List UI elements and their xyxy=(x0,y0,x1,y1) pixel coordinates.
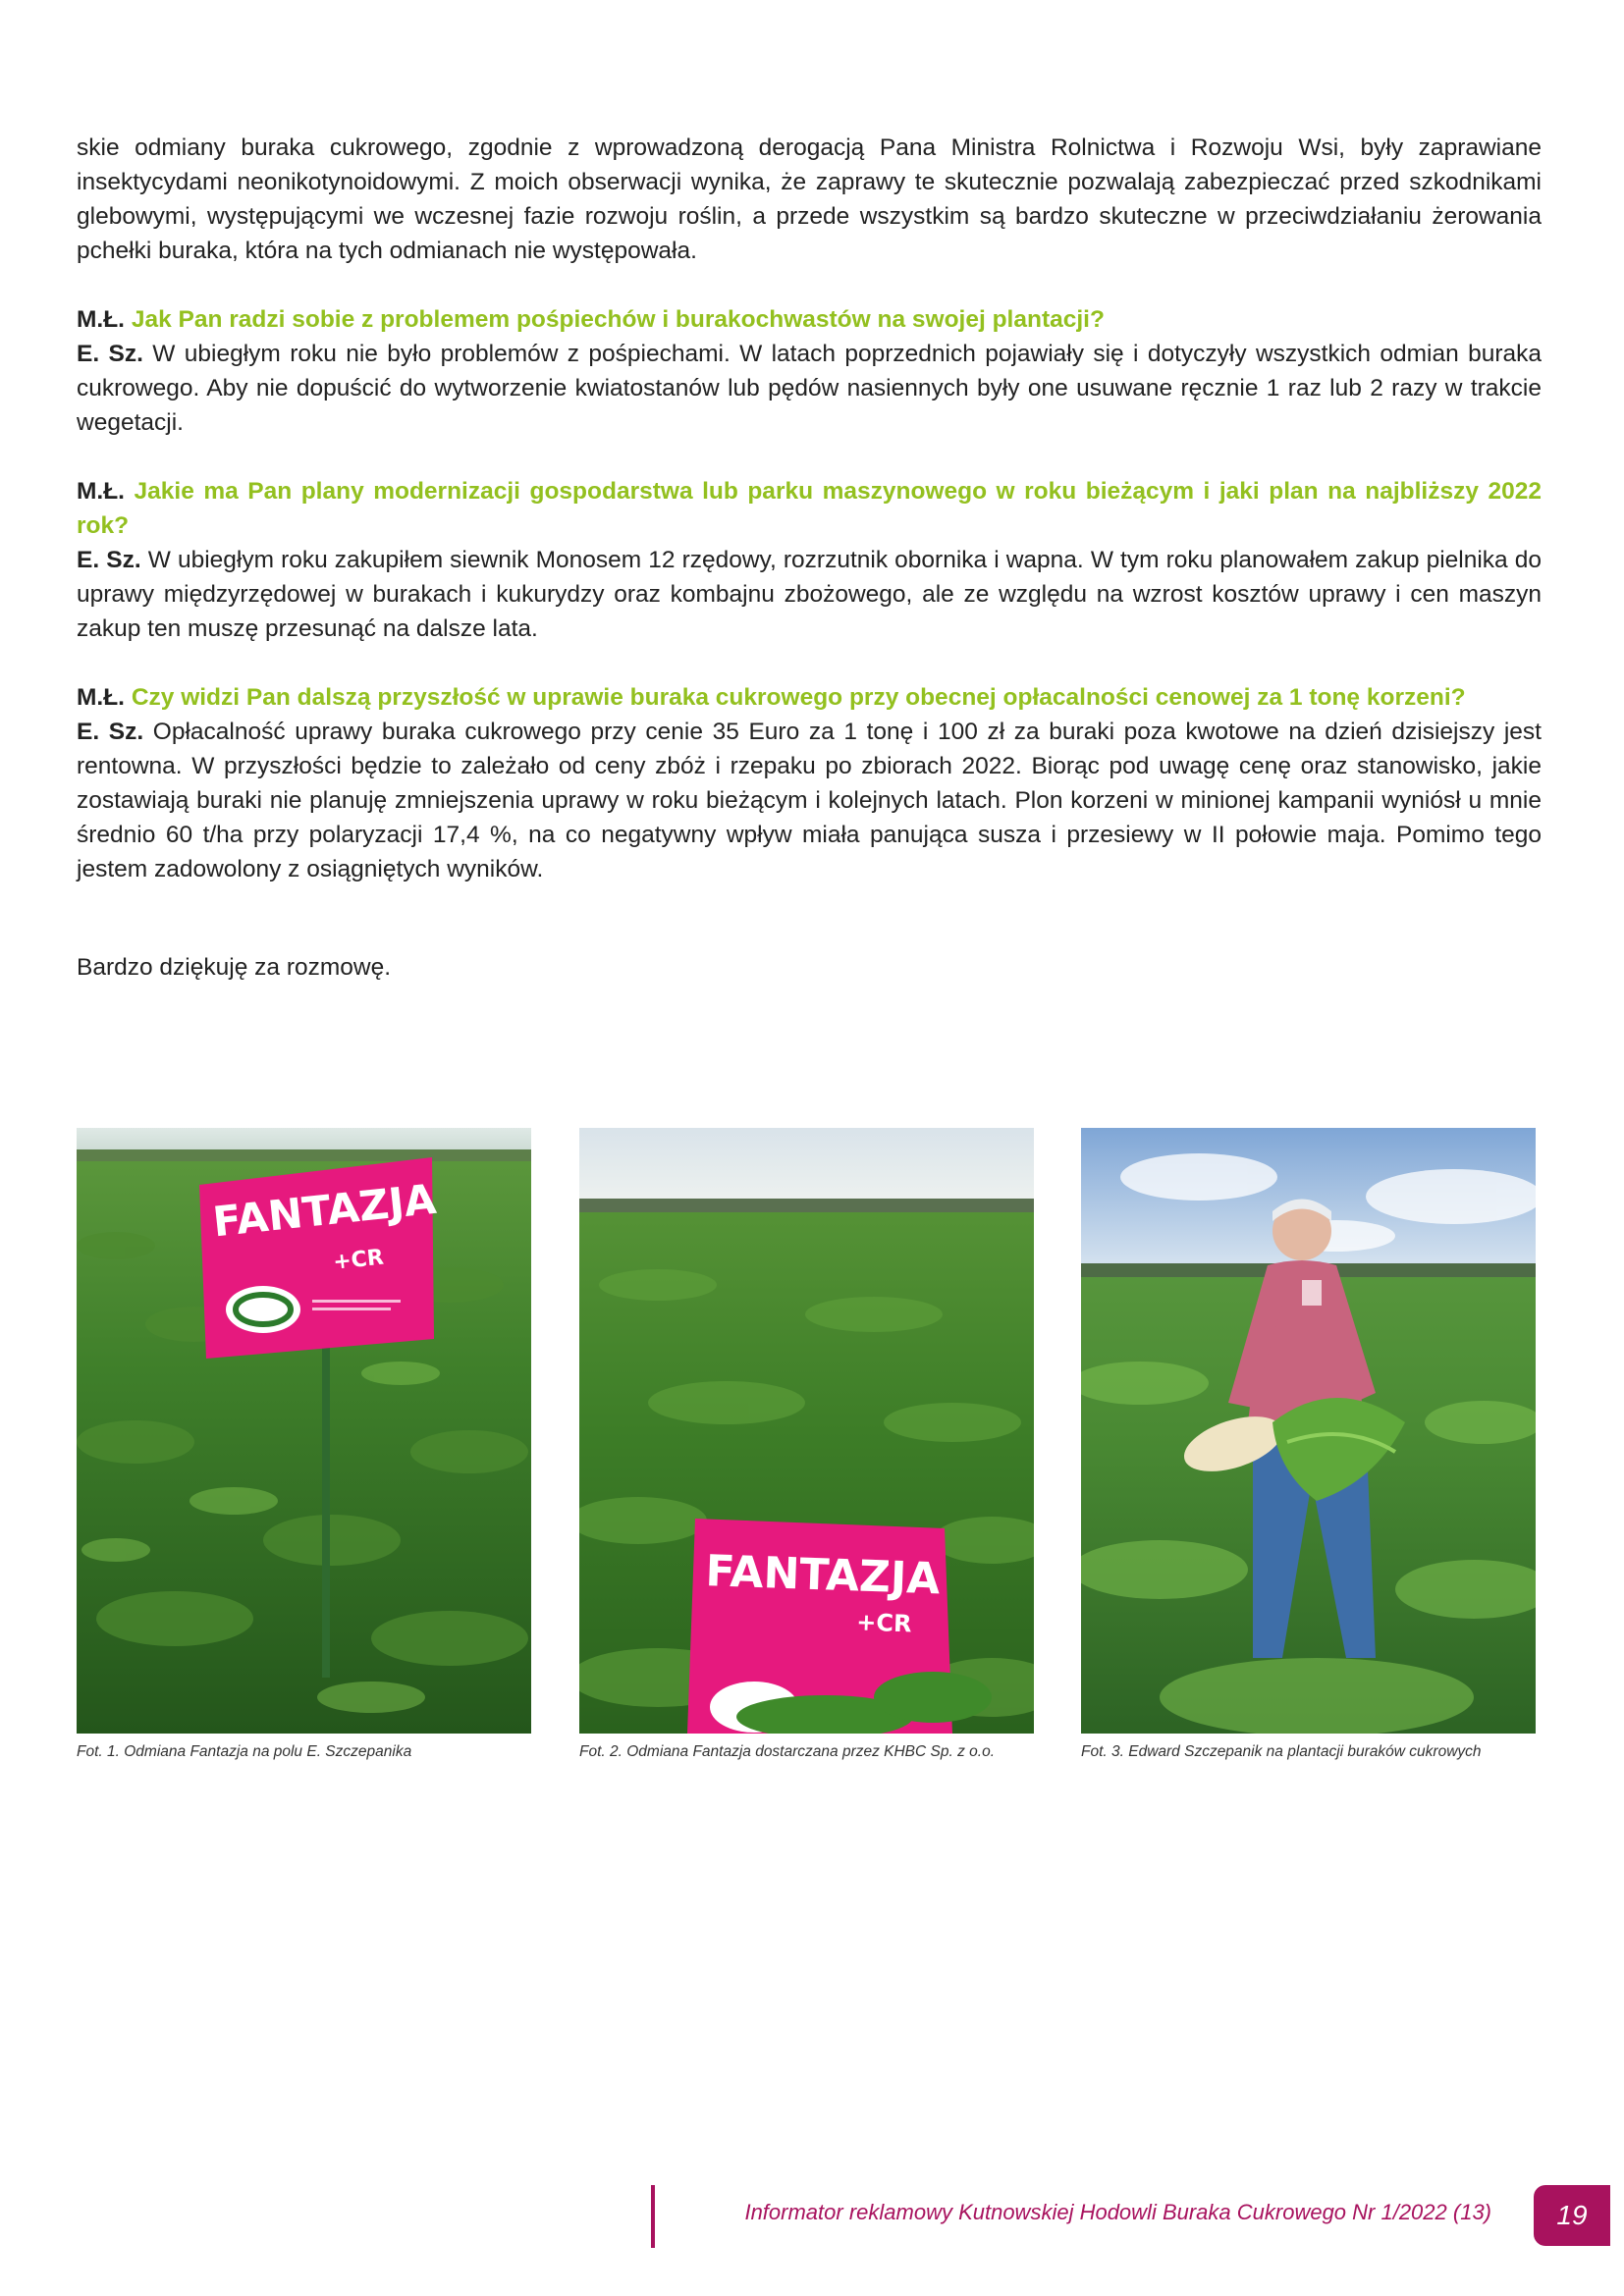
photo-caption-3: Fot. 3. Edward Szczepanik na plantacji buraków cukrowych xyxy=(1081,1743,1482,1760)
question-2 xyxy=(77,474,1542,543)
footer-publication: Informator reklamowy Kutnowskiej Hodowli Buraka Cukrowego Nr 1/2022 (13) xyxy=(744,2200,1491,2224)
photo-caption-1: Fot. 1. Odmiana Fantazja na polu E. Szczepanika xyxy=(77,1743,412,1760)
question-speaker: M.Ł. xyxy=(77,306,125,333)
sign-title: FANTAZJA xyxy=(210,1174,439,1247)
answer-3 xyxy=(77,715,1542,886)
question-1 xyxy=(77,302,1542,337)
closing-line: Bardzo dziękuję za rozmowę. xyxy=(77,954,392,981)
article-body xyxy=(77,131,1542,886)
question-3 xyxy=(77,680,1542,715)
page-number: 19 xyxy=(1534,2185,1610,2246)
footer-divider xyxy=(651,2185,655,2248)
sign-title: FANTAZJA xyxy=(704,1546,942,1605)
question-speaker: M.Ł. xyxy=(77,684,125,711)
answer-1 xyxy=(77,337,1542,440)
sign-subtitle: +CR xyxy=(332,1245,385,1275)
question-text: Jak Pan radzi sobie z problemem pośpiechów i burakochwastów na swojej plantacji? xyxy=(131,306,1105,333)
photo-farmer-with-beet xyxy=(1081,1128,1536,1734)
answer-2 xyxy=(77,543,1542,646)
question-text: Jakie ma Pan plany modernizacji gospodarstwa lub parku maszynowego w roku bieżącym i jaki plan na najbliższy 2022 rok? xyxy=(77,478,1542,539)
answer-text: W ubiegłym roku nie było problemów z pośpiechami. W latach poprzednich pojawiały się i dotyczyły wszystkich odmian buraka cukrowego. Aby nie dopuścić do wytworzenie kwiatostanów lub pędów nasiennych były one usuwane ręcznie 1 raz lub 2 razy w trakcie wegetacji. xyxy=(77,341,1543,436)
sign-subtitle: +CR xyxy=(855,1608,912,1638)
answer-speaker: E. Sz. xyxy=(77,341,143,367)
intro-paragraph: skie odmiany buraka cukrowego, zgodnie z wprowadzoną derogacją Pana Ministra Rolnictwa i Rozwoju Wsi, były zaprawiane insektycydami neonikotynoidowymi. Z moich obserwacji wynika, że zaprawy te skutecznie pozwalają zabezpieczać przed szkodnikami glebowymi, występującymi we wczesnej fazie rozwoju roślin, a przede wszystkim są bardzo skuteczne w przeciwdziałaniu żerowania pchełki buraka, która na tych odmianach nie występowała. xyxy=(77,134,1542,264)
photo-caption-2: Fot. 2. Odmiana Fantazja dostarczana przez KHBC Sp. z o.o. xyxy=(579,1743,996,1760)
fantazja-sign xyxy=(199,1157,439,1359)
photo-fantazja-sign-close xyxy=(579,1128,1034,1734)
photo-fantazja-sign-field xyxy=(77,1128,531,1734)
answer-speaker: E. Sz. xyxy=(77,547,141,573)
answer-speaker: E. Sz. xyxy=(77,719,144,745)
answer-text: Opłacalność uprawy buraka cukrowego przy cenie 35 Euro za 1 tonę i 100 zł za buraki poza kwotowe na dzień dzisiejszy jest rentowna. W przyszłości będzie to zależało od ceny zbóż i rzepaku po zbiorach 2022. Biorąc pod uwagę cenę oraz stanowisko, jakie zostawiają buraki nie planuję zmniejszenia uprawy w roku bieżącym i kolejnych latach. Plon korzeni w minionej kampanii wyniósł u mnie średnio 60 t/ha przy polaryzacji 17,4 %, na co negatywny wpływ miała panująca susza i przesiewy w II połowie maja. Pomimo tego jestem zadowolony z osiągniętych wyników. xyxy=(77,719,1542,882)
question-text: Czy widzi Pan dalszą przyszłość w uprawie buraka cukrowego przy obecnej opłacalności cenowej za 1 tonę korzeni? xyxy=(131,684,1466,711)
question-speaker: M.Ł. xyxy=(77,478,125,505)
answer-text: W ubiegłym roku zakupiłem siewnik Monosem 12 rzędowy, rozrzutnik obornika i wapna. W tym roku planowałem zakup pielnika do uprawy międzyrzędowej w burakach i kukurydzy oraz kombajnu zbożowego, ale ze względu na wzrost kosztów uprawy i cen maszyn zakup ten muszę przesunąć na dalsze lata. xyxy=(77,547,1543,642)
